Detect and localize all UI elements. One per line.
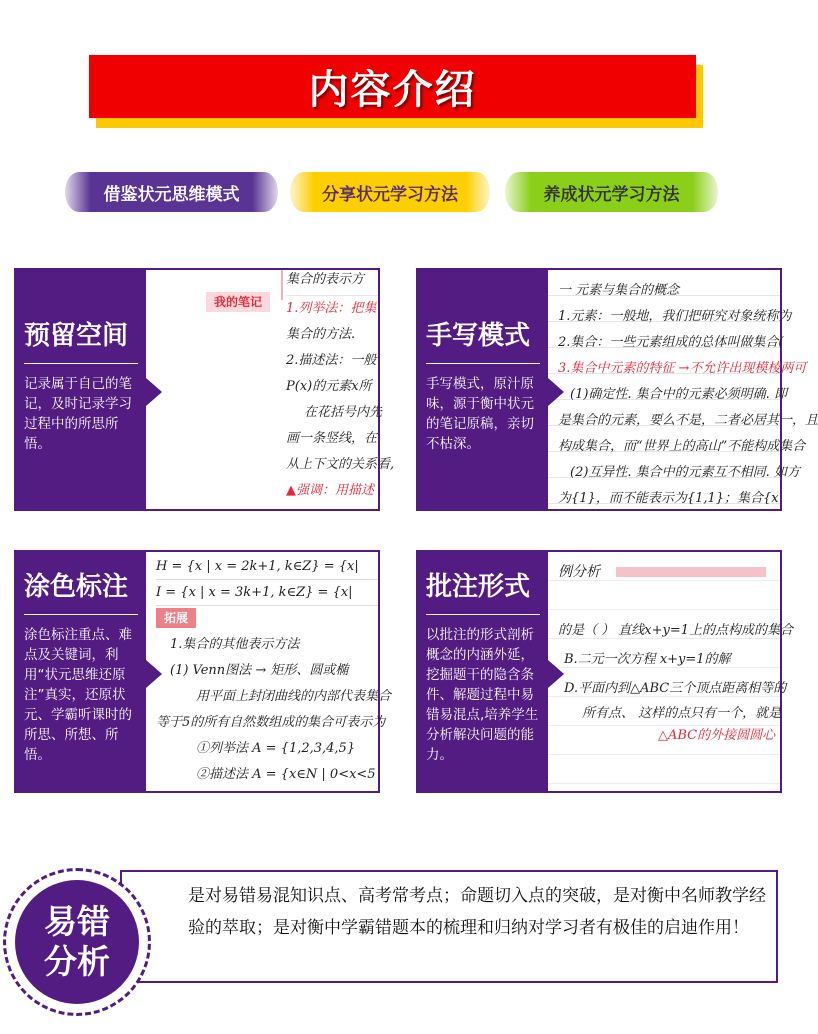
- feature-card-reserved-space: [14, 268, 395, 511]
- note-line: 在花括号内先: [304, 405, 383, 420]
- note-line: 1.列举法：把集: [286, 301, 377, 316]
- tag-thinking: 借鉴状元思维模式: [65, 172, 278, 212]
- divider: [426, 614, 540, 615]
- note-line: P(x)的元素x所: [286, 379, 372, 394]
- note-line: (1)确定性. 集合中的元素必须明确. 即: [570, 387, 787, 402]
- note-line: 等于5的所有自然数组成的集合可表示为: [156, 715, 386, 730]
- tag-develop: 养成状元学习方法: [505, 172, 718, 212]
- card-title: 手写模式: [426, 321, 531, 351]
- note-line: 1.集合的其他表示方法: [170, 637, 300, 652]
- margin-line: [281, 270, 283, 300]
- note-tag: 拓展: [156, 608, 196, 628]
- note-line: B.二元一次方程 x+y=1的解: [564, 652, 731, 667]
- card-title: 涂色标注: [24, 572, 129, 602]
- card-desc: 记录属于自己的笔记，及时记录学习过程中的所思所悟。: [24, 376, 132, 452]
- card-desc: 涂色标注重点、难点及关键词，利用“状元思维还原注”真实，还原状元、学霸听课时的所思、所想、所悟。: [24, 627, 132, 763]
- note-line: ①列举法 A = {1,2,3,4,5}: [196, 741, 356, 756]
- note-lines: [286, 270, 395, 498]
- notebook-image: [146, 552, 392, 791]
- note-line: 2.集合：一些元素组成的总体叫做集合(: [558, 335, 784, 350]
- error-analysis-box: [120, 870, 778, 983]
- card-side: [418, 270, 548, 509]
- divider: [24, 363, 138, 364]
- note-line: 的是（ ） 直线x+y=1上的点构成的集合: [558, 623, 793, 638]
- note-line: (1) Venn图法 → 矩形、圆或椭: [170, 663, 349, 678]
- note-line: 2.描述法：一般: [286, 353, 377, 368]
- note-line: I = {x | x = 3k+1, k∈Z} = {x|: [156, 580, 378, 606]
- error-analysis-badge: [15, 880, 139, 1004]
- card-title: 预留空间: [24, 321, 129, 351]
- notebook-image: [548, 270, 818, 509]
- feature-card-color-marking: [14, 550, 392, 793]
- notebook-image: [146, 270, 395, 509]
- title-banner: [89, 55, 696, 118]
- divider: [426, 363, 540, 364]
- note-tag: 我的笔记: [206, 292, 270, 312]
- note-line: 1.元素：一般地，我们把研究对象统称为: [558, 309, 792, 324]
- feature-card-handwriting: [416, 268, 818, 511]
- note-line: 是集合的元素，要么不是，二者必居其一，且: [558, 413, 818, 428]
- error-analysis-text: 是对易错易混知识点、高考常考点；命题切入点的突破，是对衡中名师教学经验的萃取；是对衡中学霸错题本的梳理和归纳对学习者有极佳的启迪作用！: [188, 886, 766, 938]
- card-side: [16, 270, 146, 509]
- card-desc: 以批注的形式剖析概念的内涵外延，挖掘题干的隐含条件、解题过程中易错易混点,培养学生分析解决问题的能力。: [426, 627, 539, 763]
- badge-line: 易错: [44, 902, 110, 941]
- note-line: 构成集合，而“世界上的高山”不能构成集合: [558, 439, 806, 454]
- badge-line: 分析: [44, 942, 110, 981]
- note-line: 例分析: [558, 558, 780, 587]
- note-line: ▲强调：用描述: [286, 483, 374, 498]
- notebook-image: [548, 552, 793, 791]
- note-line: 从上下文的关系看,: [286, 457, 395, 472]
- card-side: [16, 552, 146, 791]
- note-line: 集合的表示方: [286, 272, 365, 287]
- note-line: 3.集合中元素的特征 →不允许出现模棱两可: [558, 361, 807, 376]
- page-title: 内容介绍: [308, 67, 477, 113]
- note-line: [558, 587, 780, 616]
- card-desc: 手写模式，原汁原味，源于衡中状元的笔记原稿，亲切不枯深。: [426, 376, 534, 452]
- feature-card-annotation: [416, 550, 793, 793]
- note-line: H = {x | x = 2k+1, k∈Z} = {x|: [156, 554, 378, 580]
- highlight-mark: [616, 567, 766, 577]
- note-line: ②描述法 A = {x∈N | 0<x<5: [196, 767, 376, 782]
- divider: [24, 614, 138, 615]
- note-line: 用平面上封闭曲线的内部代表集合: [196, 689, 392, 704]
- note-line: 一 元素与集合的概念: [558, 283, 680, 298]
- note-line: D.平面内到△ABC三个顶点距离相等的: [564, 681, 787, 696]
- card-title: 批注形式: [426, 572, 531, 602]
- note-line: (2)互异性. 集合中的元素互不相同. 如方: [570, 465, 800, 480]
- note-line: 画一条竖线，在: [286, 431, 378, 446]
- note-line: 为{1}，而不能表示为{1,1}；集合{x: [558, 491, 779, 506]
- note-line: △ABC的外接圆圆心: [658, 728, 776, 743]
- card-side: [418, 552, 548, 791]
- tag-share: 分享状元学习方法: [290, 172, 490, 212]
- note-line: 集合的方法.: [286, 327, 356, 342]
- note-line: 所有点、 这样的点只有一个，就是: [582, 706, 782, 721]
